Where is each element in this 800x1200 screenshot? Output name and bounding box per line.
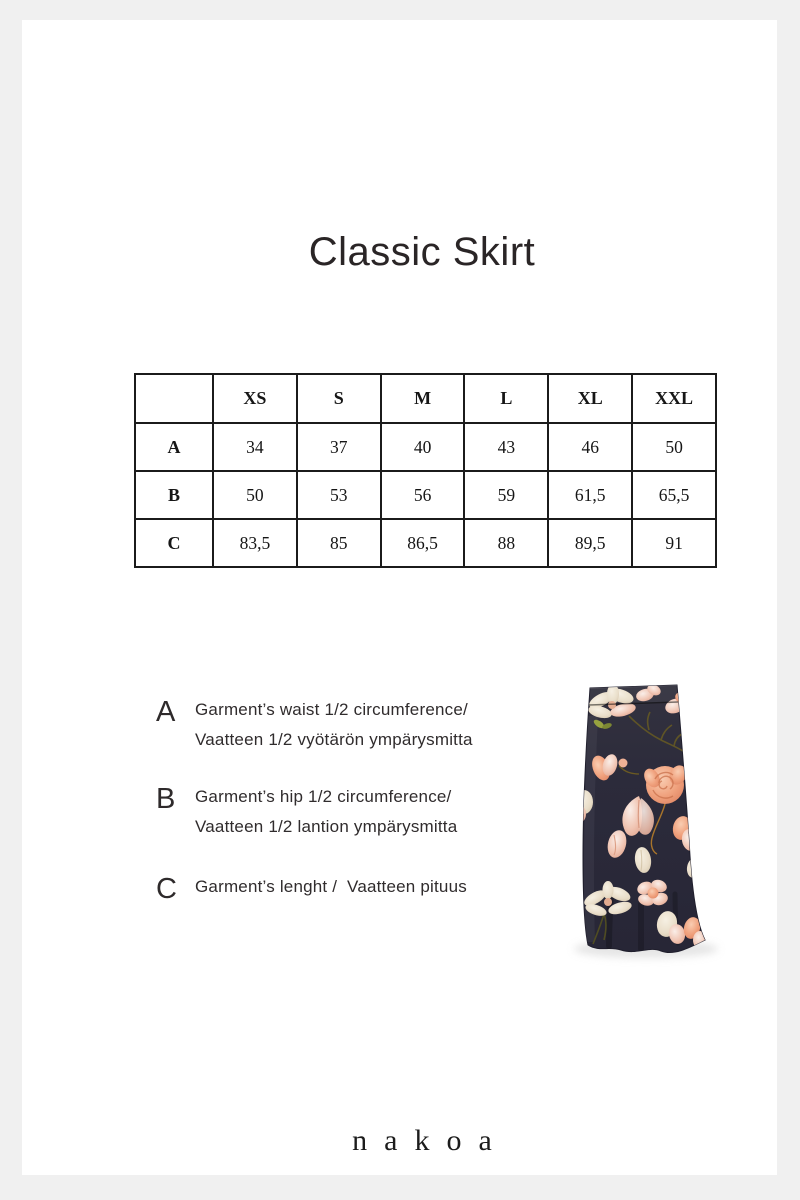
measurement-cell: 50: [213, 471, 297, 519]
size-column-s: S: [297, 374, 381, 423]
measurement-cell: 88: [464, 519, 548, 567]
table-row-c: [135, 519, 716, 567]
measurement-cell: 65,5: [632, 471, 716, 519]
legend-letter-b: B: [156, 783, 176, 815]
legend-line: Garment’s waist 1/2 circumference/: [195, 700, 468, 719]
size-column-l: L: [464, 374, 548, 423]
size-column-xxl: XXL: [632, 374, 716, 423]
legend-letter-a: A: [156, 696, 176, 728]
measurement-cell: 59: [464, 471, 548, 519]
legend-line: Garment’s hip 1/2 circumference/: [195, 787, 452, 806]
table-row-b: [135, 471, 716, 519]
legend-line: Garment’s lenght / Vaatteen pituus: [195, 877, 467, 896]
size-column-m: M: [381, 374, 465, 423]
brand-logo: nakoa: [352, 1124, 509, 1157]
legend-item-b: [156, 782, 457, 842]
waistband: [589, 685, 678, 706]
measurement-cell: 89,5: [548, 519, 632, 567]
table-row-a: [135, 423, 716, 471]
size-table-corner-cell: [135, 374, 213, 423]
legend-line: Vaatteen 1/2 vyötärön ympärysmitta: [195, 730, 473, 749]
measurement-cell: 34: [213, 423, 297, 471]
measurement-cell: 50: [632, 423, 716, 471]
row-label-b: B: [135, 471, 213, 519]
legend-text-a: [195, 695, 473, 755]
measurement-cell: 37: [297, 423, 381, 471]
measurement-cell: 91: [632, 519, 716, 567]
legend-item-a: [156, 695, 473, 755]
skirt-illustration: [489, 656, 799, 968]
measurement-cell: 53: [297, 471, 381, 519]
measurement-cell: 40: [381, 423, 465, 471]
legend-text-b: [195, 782, 457, 842]
row-label-c: C: [135, 519, 213, 567]
measurement-cell: 85: [297, 519, 381, 567]
measurement-cell: 46: [548, 423, 632, 471]
measurement-cell: 56: [381, 471, 465, 519]
legend-item-c: [156, 872, 467, 904]
legend-line: Vaatteen 1/2 lantion ympärysmitta: [195, 817, 458, 836]
measurement-cell: 83,5: [213, 519, 297, 567]
measurement-cell: 61,5: [548, 471, 632, 519]
measurement-cell: 43: [464, 423, 548, 471]
size-guide-sheet: [22, 20, 777, 1175]
legend-text-c: [195, 872, 467, 902]
measurement-cell: 86,5: [381, 519, 465, 567]
size-table: [134, 373, 717, 568]
product-photo-floral-skirt: [489, 656, 799, 968]
size-column-xs: XS: [213, 374, 297, 423]
page-title: Classic Skirt: [308, 230, 536, 274]
row-label-a: A: [135, 423, 213, 471]
size-column-xl: XL: [548, 374, 632, 423]
size-table-header-row: [135, 374, 716, 423]
legend-letter-c: C: [156, 873, 177, 905]
